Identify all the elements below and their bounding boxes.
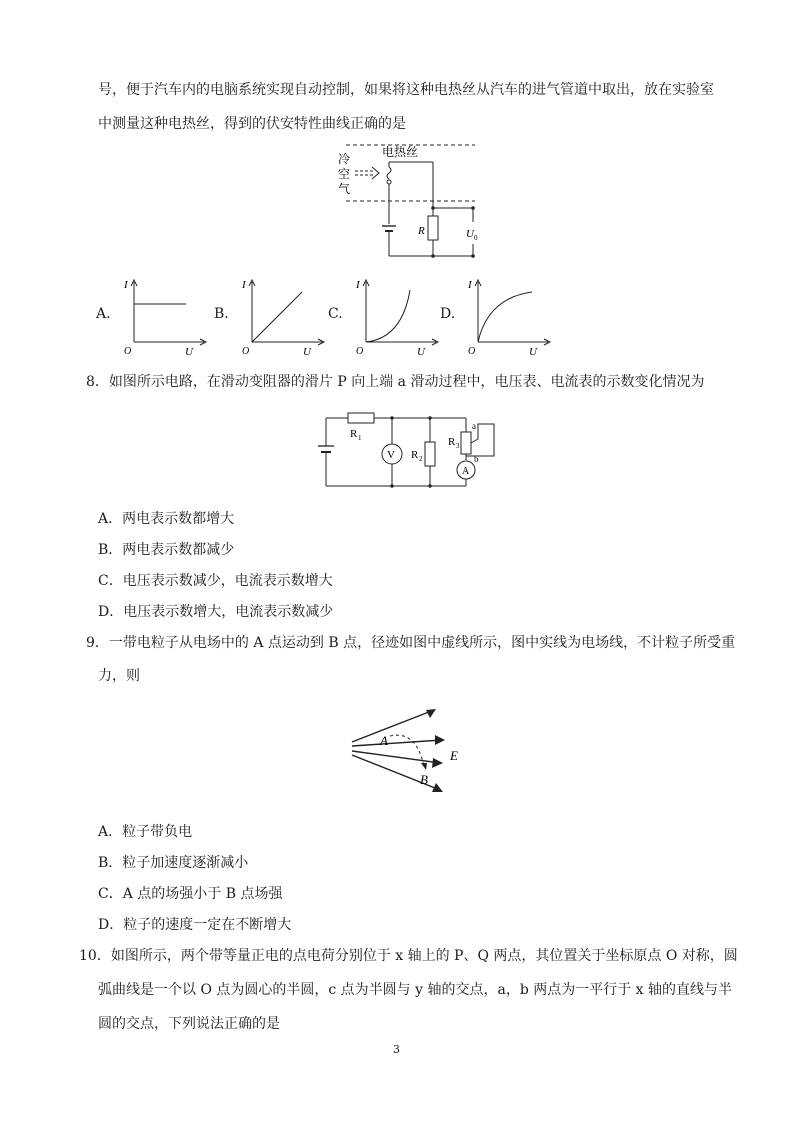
svg-text:O: O bbox=[124, 346, 132, 357]
q7-option-b[interactable] bbox=[214, 276, 326, 358]
svg-text:I: I bbox=[242, 279, 246, 291]
r3-subscript: 3 bbox=[456, 442, 460, 450]
q8-circuit-figure bbox=[314, 404, 500, 490]
q7-text-line2: 中测量这种电热丝，得到的伏安特性曲线正确的是 bbox=[98, 116, 406, 132]
q9-option-d[interactable]: D．粒子的速度一定在不断增大 bbox=[98, 917, 292, 933]
svg-text:U: U bbox=[185, 346, 193, 358]
cold-air-label-2: 空 bbox=[338, 167, 351, 181]
terminal-a-label: a bbox=[472, 421, 476, 431]
q8-option-b[interactable]: B．两电表示数都减少 bbox=[98, 542, 235, 558]
q8-option-d[interactable]: D．电压表示数增大，电流表示数减少 bbox=[98, 604, 334, 620]
svg-text:U: U bbox=[303, 346, 311, 358]
iv-graph-b bbox=[240, 276, 326, 358]
svg-text:O: O bbox=[468, 346, 476, 357]
q10-text-line1: 10．如图所示，两个带等量正电的点电荷分别位于 x 轴上的 P、Q 两点，其位置关于坐标原点 O 对称，圆 bbox=[79, 948, 738, 964]
terminal-b-label: b bbox=[474, 454, 479, 464]
page-number: 3 bbox=[393, 1043, 400, 1056]
q7-option-a[interactable] bbox=[96, 276, 208, 358]
q9-option-b[interactable]: B．粒子加速度逐渐减小 bbox=[98, 855, 249, 871]
r1-subscript: 1 bbox=[358, 434, 362, 442]
q9-option-c[interactable]: C．A 点的场强小于 B 点场强 bbox=[98, 886, 283, 902]
q7-heater-circuit-figure bbox=[330, 138, 480, 270]
option-letter: A. bbox=[96, 306, 111, 322]
iv-graph-c bbox=[354, 276, 440, 358]
resistor-label: R bbox=[418, 225, 425, 237]
ammeter-label: A bbox=[462, 466, 470, 477]
q9-stem-line2: 力，则 bbox=[98, 668, 140, 684]
svg-text:O: O bbox=[242, 346, 250, 357]
svg-text:U: U bbox=[417, 346, 425, 358]
r2-label: R bbox=[411, 449, 419, 461]
q9-option-a[interactable]: A．粒子带负电 bbox=[98, 824, 193, 840]
svg-text:I: I bbox=[356, 279, 360, 291]
q8-stem: 8．如图所示电路，在滑动变阻器的滑片 P 向上端 a 滑动过程中，电压表、电流表的示数变化情况为 bbox=[86, 374, 705, 390]
field-e-label: E bbox=[450, 748, 458, 763]
q10-text-line3: 圆的交点，下列说法正确的是 bbox=[98, 1016, 280, 1032]
option-letter: C. bbox=[328, 306, 343, 322]
cold-air-label-1: 冷 bbox=[338, 152, 351, 166]
point-b-label: B bbox=[420, 772, 428, 787]
q9-field-lines-figure bbox=[346, 700, 472, 804]
r1-label: R bbox=[350, 428, 358, 440]
u0-label: U bbox=[466, 228, 474, 240]
svg-text:U: U bbox=[529, 346, 537, 358]
svg-text:I: I bbox=[124, 279, 128, 291]
q10-text-line2: 弧曲线是一个以 O 点为圆心的半圆，c 点为半圆与 y 轴的交点，a，b 两点为一平行于 x 轴的直线与半 bbox=[98, 982, 733, 998]
svg-text:I: I bbox=[468, 279, 472, 291]
r2-subscript: 2 bbox=[419, 455, 423, 463]
q9-stem-line1: 9．一带电粒子从电场中的 A 点运动到 B 点，径迹如图中虚线所示，图中实线为电场线，不计粒子所受重 bbox=[86, 635, 736, 651]
iv-graph-a bbox=[122, 276, 208, 358]
q7-option-d[interactable] bbox=[440, 276, 552, 358]
q8-option-c[interactable]: C．电压表示数减少，电流表示数增大 bbox=[98, 573, 333, 589]
cold-air-label-3: 气 bbox=[338, 182, 351, 196]
voltmeter-label: V bbox=[387, 449, 395, 461]
q7-text-line1: 号，便于汽车内的电脑系统实现自动控制，如果将这种电热丝从汽车的进气管道中取出，放在实验室 bbox=[98, 82, 714, 98]
q7-option-c[interactable] bbox=[328, 276, 440, 358]
point-a-label: A bbox=[380, 733, 388, 748]
iv-graph-d bbox=[466, 276, 552, 358]
svg-text:O: O bbox=[356, 346, 364, 357]
u0-subscript: 0 bbox=[474, 234, 478, 242]
option-letter: D. bbox=[440, 306, 456, 322]
option-letter: B. bbox=[214, 306, 229, 322]
heater-label: 电热丝 bbox=[382, 145, 419, 159]
r3-label: R bbox=[448, 436, 456, 448]
q8-option-a[interactable]: A．两电表示数都增大 bbox=[98, 511, 235, 527]
